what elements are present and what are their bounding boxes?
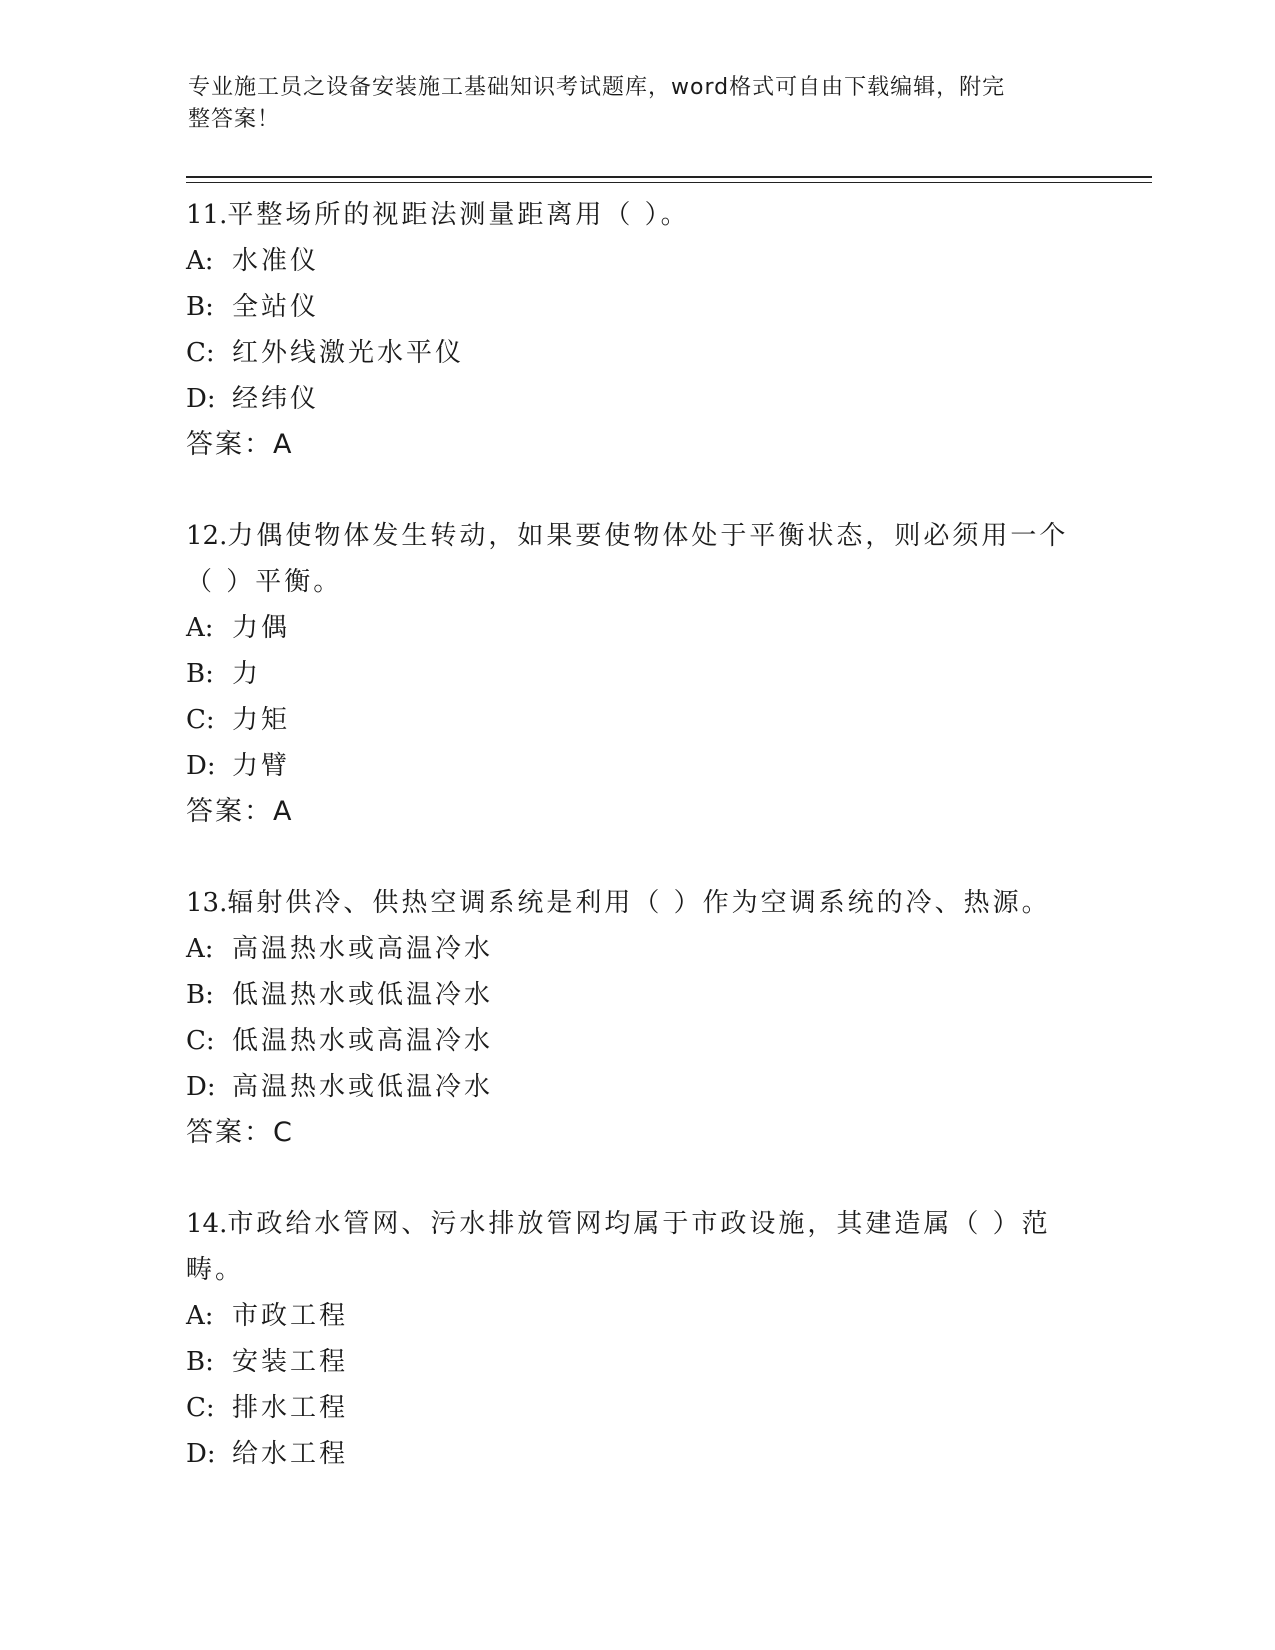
option-letter: D: [186, 751, 216, 781]
option-letter: A: [186, 1301, 214, 1331]
option-letter: D: [186, 1072, 216, 1102]
question-stem-continuation: （ ）平衡。 [186, 567, 343, 597]
option-text: 安装工程 [232, 1347, 349, 1377]
option-a [186, 605, 1086, 651]
option-d [186, 376, 1086, 422]
option-text: 高温热水或低温冷水 [232, 1072, 494, 1102]
option-letter: D: [186, 384, 216, 414]
question-number: 14. [186, 1209, 228, 1239]
option-c [186, 330, 1086, 376]
question-stem-line: 辐射供冷、供热空调系统是利用（ ）作为空调系统的冷、热源。 [227, 888, 1051, 918]
question-stem-line: 平整场所的视距法测量距离用（ ）。 [227, 200, 690, 230]
option-text: 水准仪 [232, 246, 320, 276]
option-letter: B: [186, 659, 214, 689]
question-stem-line: 市政给水管网、污水排放管网均属于市政设施，其建造属（ ）范 [227, 1209, 1051, 1239]
option-d [186, 1431, 1086, 1477]
option-text: 给水工程 [232, 1439, 349, 1469]
option-letter: B: [186, 292, 214, 322]
header-line-2: 整答案！ [188, 107, 281, 132]
option-text: 红外线激光水平仪 [232, 338, 465, 368]
answer-line: 答案：A [186, 429, 294, 460]
question-12 [186, 513, 1086, 835]
option-d [186, 743, 1086, 789]
option-c [186, 697, 1086, 743]
option-a [186, 926, 1086, 972]
answer-line: 答案：A [186, 796, 294, 827]
header-divider-thin [186, 182, 1152, 183]
option-letter: C: [186, 1393, 215, 1423]
option-d [186, 1064, 1086, 1110]
option-text: 力 [232, 659, 262, 689]
question-stem [186, 192, 1086, 238]
option-a [186, 1293, 1086, 1339]
document-header [188, 72, 1068, 136]
header-line-1: 专业施工员之设备安装施工基础知识考试题库，word格式可自由下载编辑，附完 [188, 75, 1006, 100]
question-stem [186, 1201, 1086, 1247]
question-number: 11. [186, 200, 228, 230]
question-14 [186, 1201, 1086, 1477]
option-a [186, 238, 1086, 284]
option-letter: B: [186, 980, 214, 1010]
question-11 [186, 192, 1086, 468]
option-text: 经纬仪 [232, 384, 320, 414]
option-letter: C: [186, 705, 215, 735]
option-c [186, 1385, 1086, 1431]
option-text: 市政工程 [232, 1301, 349, 1331]
option-text: 力矩 [232, 705, 291, 735]
question-number: 13. [186, 888, 228, 918]
option-text: 力偶 [232, 613, 291, 643]
option-text: 低温热水或高温冷水 [232, 1026, 494, 1056]
option-letter: A: [186, 613, 214, 643]
option-b [186, 284, 1086, 330]
option-letter: C: [186, 1026, 215, 1056]
answer-line: 答案：C [186, 1117, 294, 1148]
option-text: 低温热水或低温冷水 [232, 980, 494, 1010]
option-letter: C: [186, 338, 215, 368]
question-stem-continuation: 畴。 [186, 1255, 245, 1285]
option-b [186, 651, 1086, 697]
question-number: 12. [186, 521, 228, 551]
option-c [186, 1018, 1086, 1064]
option-text: 全站仪 [232, 292, 320, 322]
question-stem-line: 力偶使物体发生转动，如果要使物体处于平衡状态，则必须用一个 [227, 521, 1069, 551]
option-text: 高温热水或高温冷水 [232, 934, 494, 964]
question-list [186, 192, 1086, 1522]
option-letter: A: [186, 934, 214, 964]
question-stem [186, 880, 1086, 926]
question-stem [186, 513, 1086, 559]
option-b [186, 972, 1086, 1018]
option-letter: B: [186, 1347, 214, 1377]
option-text: 力臂 [232, 751, 291, 781]
question-13 [186, 880, 1086, 1156]
option-b [186, 1339, 1086, 1385]
option-letter: A: [186, 246, 214, 276]
option-letter: D: [186, 1439, 216, 1469]
header-divider-thick [186, 176, 1152, 178]
option-text: 排水工程 [232, 1393, 349, 1423]
